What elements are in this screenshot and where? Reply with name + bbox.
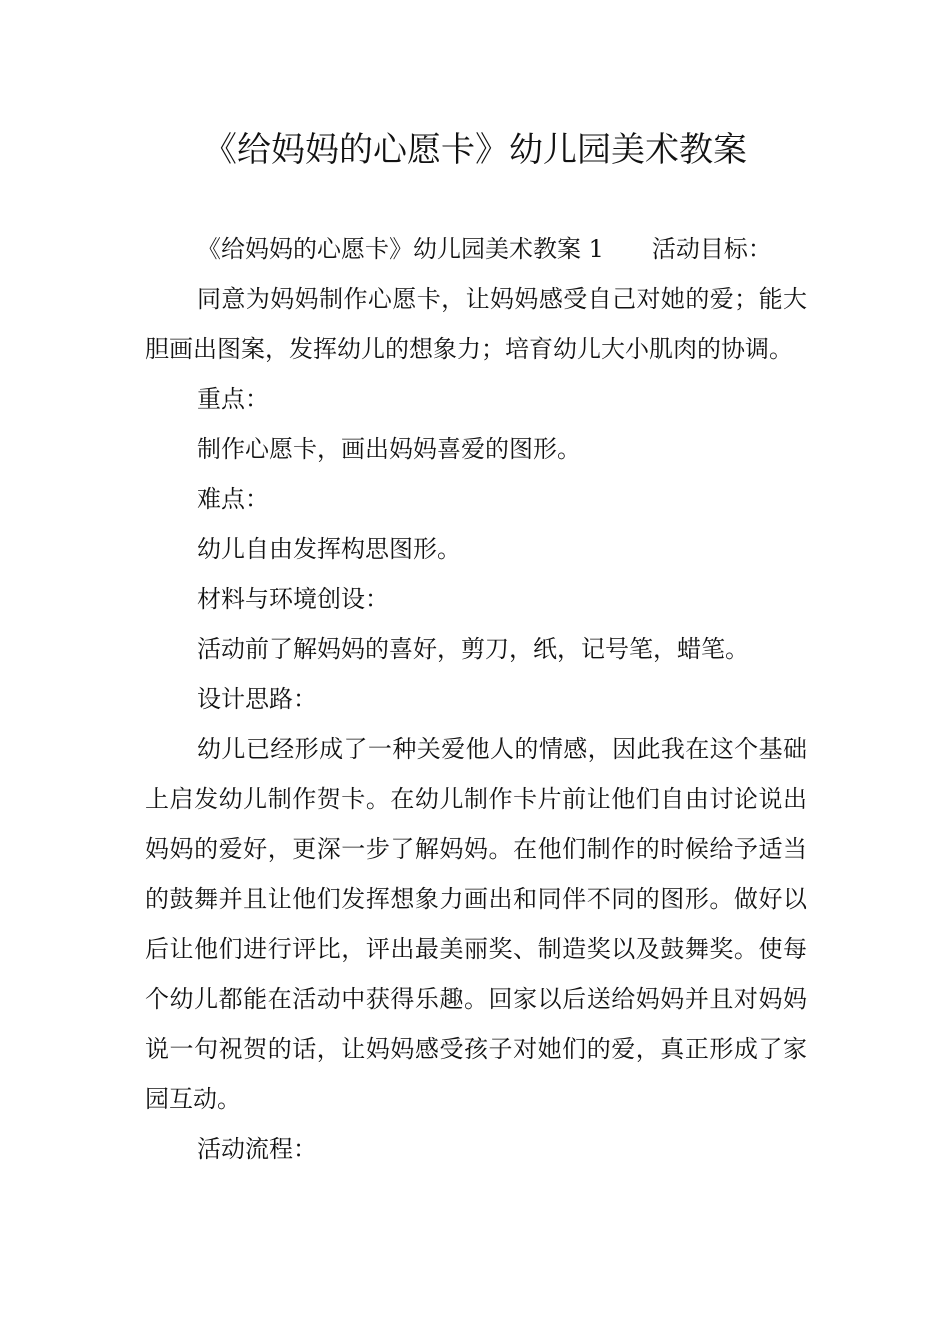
difficulty-paragraph: 幼儿自由发挥构思图形。 [197, 535, 461, 563]
difficulty-label: 难点： [197, 485, 269, 513]
design-paragraph: 幼儿已经形成了一种关爱他人的情感，因此我在这个基础上启发幼儿制作贺卡。在幼儿制作卡片前让他们自由讨论说出妈妈的爱好，更深一步了解妈妈。在他们制作的时候给予适当的鼓舞并且让他们发挥想象力画出和同伴不同的图形。做好以后让他们进行评比，评出最美丽奖、制造奖以及鼓舞奖。使每个幼儿都能在活动中获得乐趣。回家以后送给妈妈并且对妈妈说一句祝贺的话，让妈妈感受孩子对她们的爱，真正形成了家园互动。 [145, 735, 807, 1113]
design-label: 设计思路： [197, 685, 317, 713]
materials-paragraph: 活动前了解妈妈的喜好，剪刀，纸，记号笔，蜡笔。 [197, 635, 749, 663]
key-point-paragraph: 制作心愿卡，画出妈妈喜爱的图形。 [197, 435, 581, 463]
intro-heading: 《给妈妈的心愿卡》幼儿园美术教案 1 [197, 235, 604, 263]
document-title: 《给妈妈的心愿卡》幼儿园美术教案 [203, 130, 747, 170]
key-point-label: 重点： [197, 385, 269, 413]
process-label: 活动流程： [197, 1135, 317, 1163]
goals-paragraph: 同意为妈妈制作心愿卡，让妈妈感受自己对她的爱；能大胆画出图案，发挥幼儿的想象力；培育幼儿大小肌肉的协调。 [145, 285, 807, 363]
document-body [145, 224, 807, 1174]
intro-paragraph [145, 224, 807, 274]
goals-label: 活动目标： [651, 235, 772, 263]
materials-label: 材料与环境创设： [197, 585, 389, 613]
